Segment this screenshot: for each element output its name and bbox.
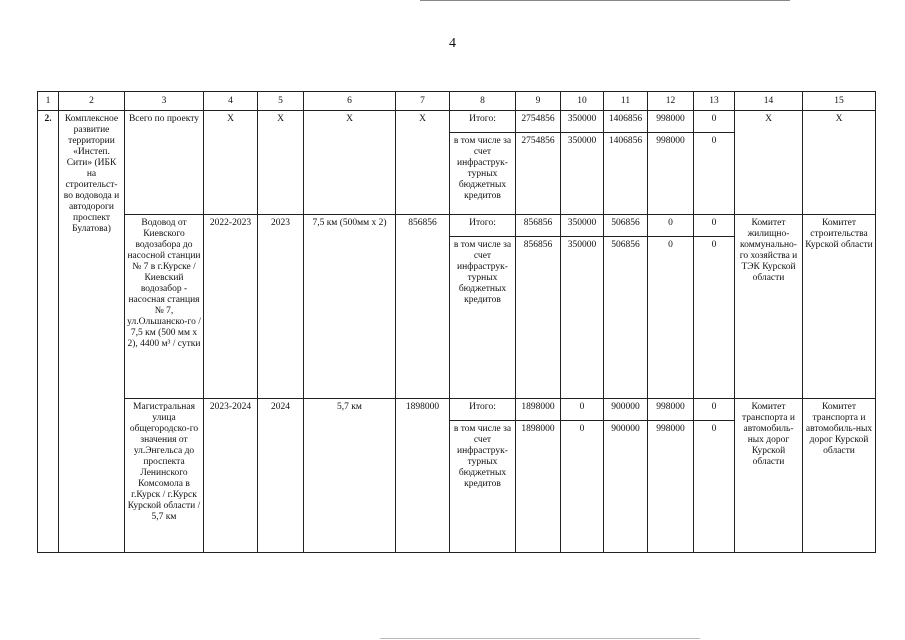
capacity-cell: 7,5 км (500мм х 2) [304,215,396,399]
period-cell: 2023-2024 [204,399,258,553]
period-cell: Х [204,111,258,215]
year-cell: 2024 [258,399,304,553]
value-cell: 506856 [604,237,648,399]
responsible-cell: Комитет транспорта и автомобиль-ных дорог Курской области [735,399,803,553]
cost-cell: Х [396,111,450,215]
value-cell: 998000 [648,399,694,421]
value-cell: 856856 [516,237,561,399]
header-cell: 10 [561,92,604,111]
executor-cell: Комитет транспорта и автомобиль-ных дорог Курской области [803,399,876,553]
value-cell: 350000 [561,237,604,399]
header-cell: 11 [604,92,648,111]
header-cell: 1 [38,92,59,111]
funding-label: Итого: [450,111,516,133]
funding-label: в том числе за счет инфраструк-турных бюджетных кредитов [450,133,516,215]
funding-label: в том числе за счет инфраструк-турных бюджетных кредитов [450,421,516,553]
header-cell: 15 [803,92,876,111]
funding-label: Итого: [450,399,516,421]
header-cell: 12 [648,92,694,111]
scan-edge-line [420,0,790,1]
value-cell: 0 [694,215,735,237]
value-cell: 0 [648,215,694,237]
value-cell: 1898000 [516,421,561,553]
page-number: 4 [449,36,456,51]
project-name: Комплексное развитие территории «Инстеп. Сити» (ИБК на строительст-во водовода и автодороги проспект Булатова) [59,111,125,553]
scan-edge-line [380,638,700,639]
header-cell: 5 [258,92,304,111]
cost-cell: 856856 [396,215,450,399]
investment-table [37,91,876,553]
value-cell: 0 [561,421,604,553]
value-cell: 1406856 [604,111,648,133]
responsible-cell: Х [735,111,803,215]
object-name: Всего по проекту [125,111,204,215]
value-cell: 350000 [561,215,604,237]
value-cell: 0 [694,133,735,215]
header-cell: 9 [516,92,561,111]
capacity-cell: Х [304,111,396,215]
object-name: Магистральная улица общегородско-го значения от ул.Энгельса до проспекта Ленинского Комсомола в г.Курск / г.Курск Курской области / 5,7 км [125,399,204,553]
value-cell: 998000 [648,421,694,553]
value-cell: 506856 [604,215,648,237]
funding-label: в том числе за счет инфраструк-турных бюджетных кредитов [450,237,516,399]
value-cell: 0 [694,399,735,421]
value-cell: 856856 [516,215,561,237]
row-number: 2. [38,111,59,553]
value-cell: 1406856 [604,133,648,215]
table-row [38,215,876,237]
value-cell: 0 [694,237,735,399]
value-cell: 900000 [604,399,648,421]
table-row [38,399,876,421]
capacity-cell: 5,7 км [304,399,396,553]
header-row [38,92,876,111]
executor-cell: Х [803,111,876,215]
header-cell: 7 [396,92,450,111]
value-cell: 0 [694,111,735,133]
value-cell: 1898000 [516,399,561,421]
header-cell: 3 [125,92,204,111]
funding-label: Итого: [450,215,516,237]
year-cell: Х [258,111,304,215]
value-cell: 998000 [648,111,694,133]
value-cell: 2754856 [516,111,561,133]
value-cell: 0 [694,421,735,553]
value-cell: 2754856 [516,133,561,215]
header-cell: 14 [735,92,803,111]
object-name: Водовод от Киевского водозабора до насосной станции № 7 в г.Курске / Киевский водозабор - насосная станция № 7, ул.Ольшанско-го / 7,5 км (500 мм х 2), 4400 м³ / сутки [125,215,204,399]
table-row [38,111,876,133]
executor-cell: Комитет строительства Курской области [803,215,876,399]
header-cell: 13 [694,92,735,111]
cost-cell: 1898000 [396,399,450,553]
period-cell: 2022-2023 [204,215,258,399]
header-cell: 8 [450,92,516,111]
value-cell: 0 [561,399,604,421]
responsible-cell: Комитет жилищно-коммунально-го хозяйства и ТЭК Курской области [735,215,803,399]
value-cell: 350000 [561,133,604,215]
value-cell: 0 [648,237,694,399]
value-cell: 900000 [604,421,648,553]
year-cell: 2023 [258,215,304,399]
header-cell: 6 [304,92,396,111]
header-cell: 2 [59,92,125,111]
value-cell: 998000 [648,133,694,215]
header-cell: 4 [204,92,258,111]
value-cell: 350000 [561,111,604,133]
